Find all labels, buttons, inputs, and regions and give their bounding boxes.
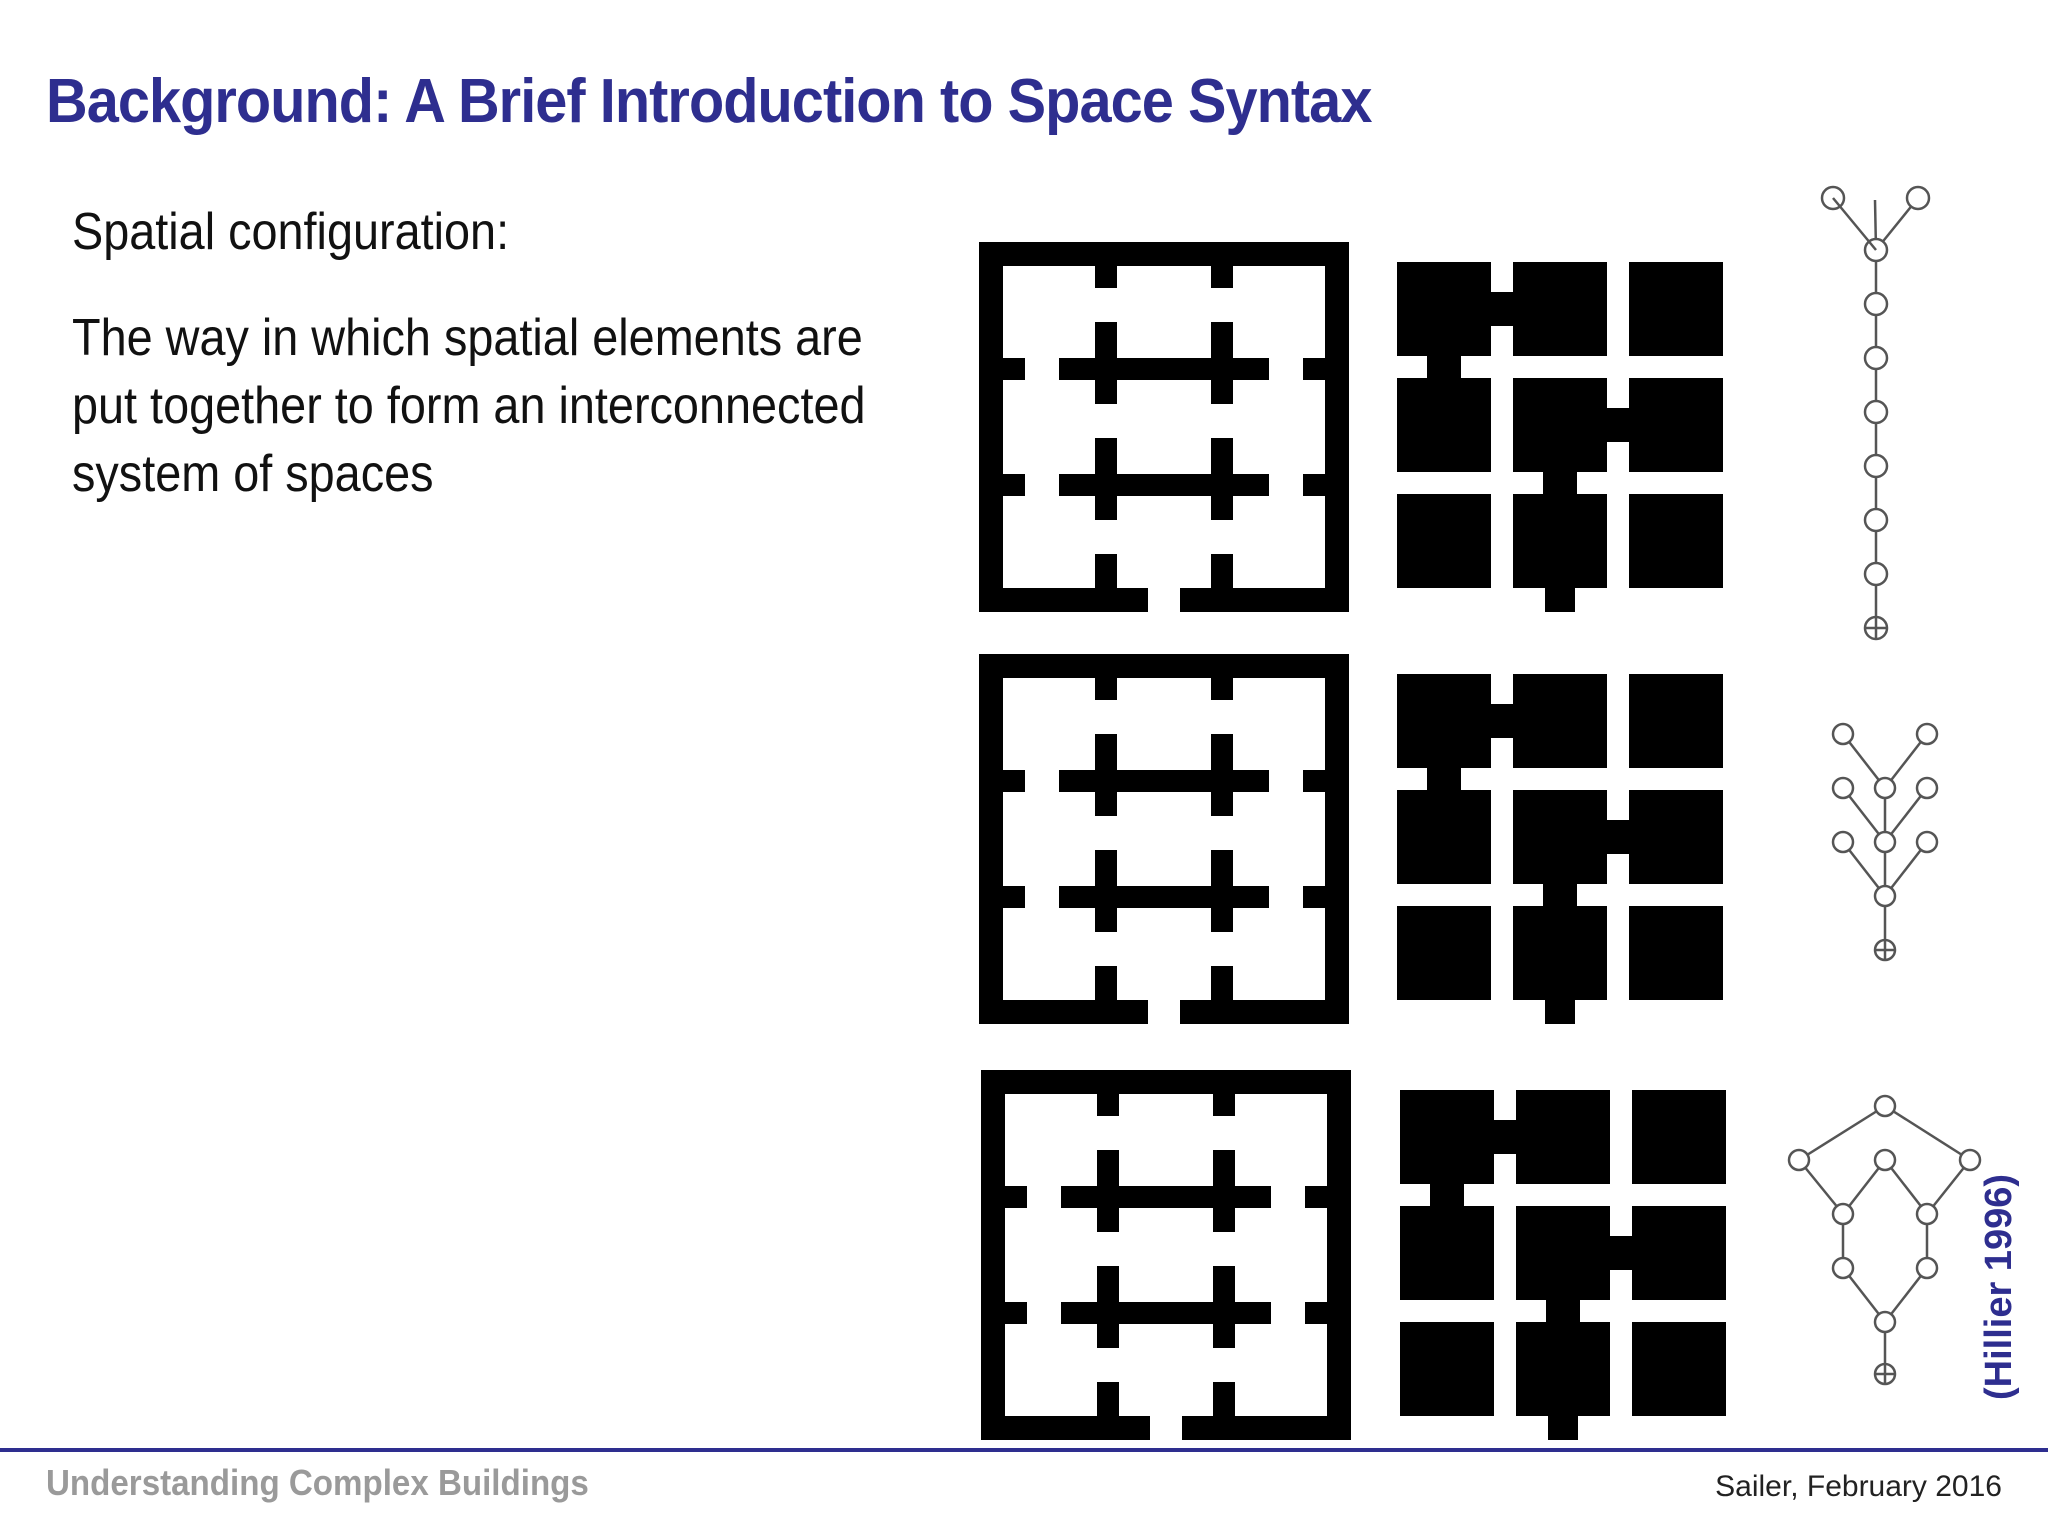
wall-plan-1 — [991, 254, 1337, 612]
citation: (Hillier 1996) — [1978, 1174, 2020, 1400]
space-plan-2 — [1397, 674, 1723, 1024]
diagram-svg — [975, 170, 2035, 1440]
slide-title: Background: A Brief Introduction to Space Syntax — [46, 67, 1372, 136]
space-plan-3 — [1400, 1090, 1726, 1440]
wall-plan-2 — [991, 666, 1337, 1024]
wall-plan-3 — [993, 1082, 1339, 1440]
footer-course-title: Understanding Complex Buildings — [46, 1462, 589, 1503]
space-plan-1 — [1397, 262, 1723, 612]
body-text: The way in which spatial elements are put together to form an interconnected system of spaces — [72, 309, 866, 503]
footer-divider — [0, 1448, 2048, 1452]
subheading: Spatial configuration: — [72, 203, 510, 261]
space-syntax-figure — [975, 170, 2035, 1445]
justified-graph-3 — [1789, 1096, 1980, 1384]
justified-graph-1 — [1822, 187, 1929, 639]
footer-author-date: Sailer, February 2016 — [1715, 1470, 2002, 1503]
justified-graph-2 — [1833, 724, 1937, 960]
